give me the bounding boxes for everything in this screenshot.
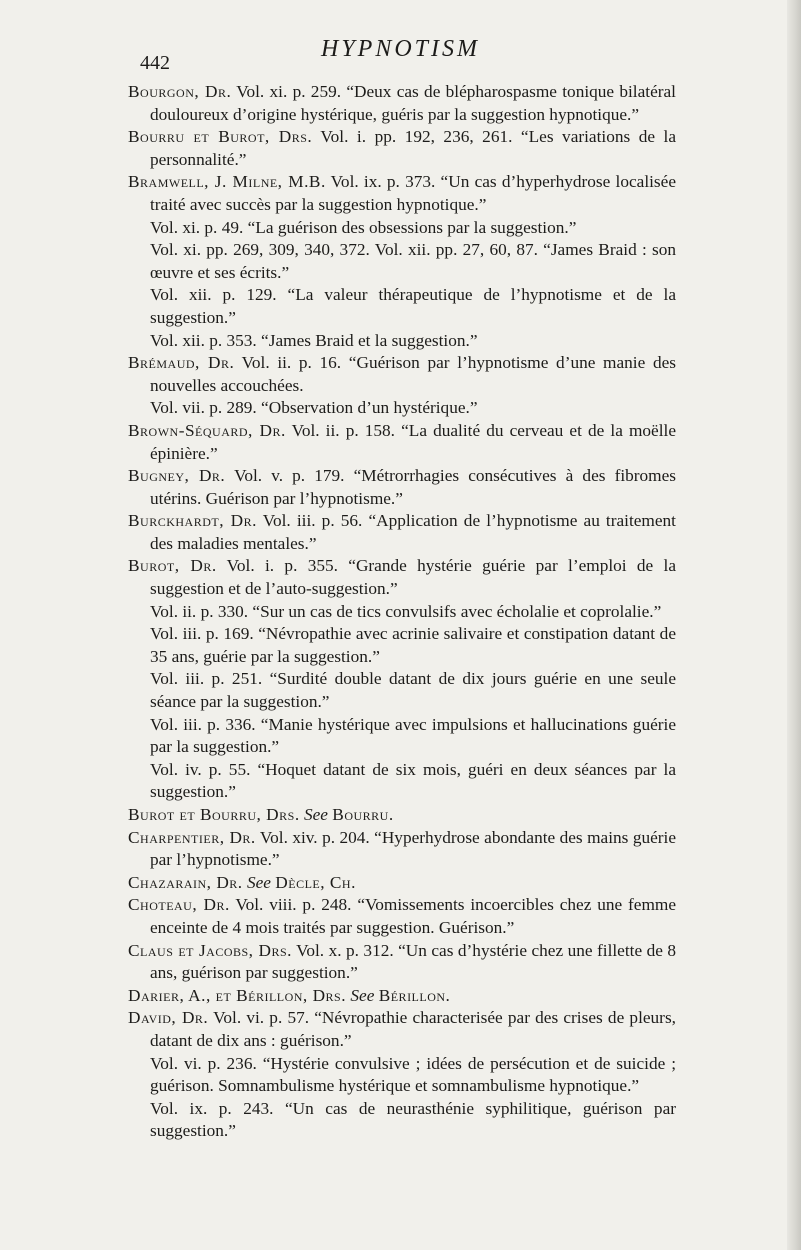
see-reference-target: Dècle, Ch.: [275, 872, 356, 892]
entry-text: Vol. iv. p. 55. “Hoquet datant de six mois, guéri en deux séances par la suggestion.”: [150, 759, 676, 802]
entry-text: Vol. ix. p. 243. “Un cas de neurasthénie syphilitique, guérison par suggestion.”: [150, 1098, 676, 1141]
bibliography-subentry: [128, 239, 676, 284]
entry-author: Charpentier, Dr.: [128, 827, 256, 847]
entry-text: Vol. i. pp. 192, 236, 261. “Les variations de la personnalité.”: [150, 127, 676, 169]
bibliography-subentry: [128, 668, 676, 713]
entry-text: Vol. v. p. 179. “Métrorrhagies consécutives à des fibromes utérins. Guérison par l’hypnotisme.”: [150, 466, 676, 508]
entry-text: Vol. ii. p. 16. “Guérison par l’hypnotisme d’une manie des nouvelles accouchées.: [150, 353, 676, 395]
entry-text: Vol. iii. p. 251. “Surdité double datant de dix jours guérie en une seule séance par la suggestion.”: [150, 669, 676, 712]
page-edge-shadow: [787, 0, 801, 1250]
bibliography-entry: [128, 126, 676, 171]
see-reference-label: See: [303, 805, 328, 824]
bibliography-subentry: [128, 217, 676, 240]
bibliography-subentry: [128, 1053, 676, 1098]
entry-text: Vol. i. p. 355. “Grande hystérie guérie par l’emploi de la suggestion et de l’auto-suggestion.”: [150, 556, 676, 599]
entry-text: Vol. vii. p. 289. “Observation d’un hystérique.”: [150, 398, 478, 418]
bibliography-subentry: [128, 397, 676, 420]
entry-text: Vol. xi. pp. 269, 309, 340, 372. Vol. xii. pp. 27, 60, 87. “James Braid : son œuvre et ses écrits.”: [150, 240, 676, 282]
entry-text: Vol. xiv. p. 204. “Hyperhydrose abondante des mains guérie par l’hypnotisme.”: [150, 827, 676, 870]
bibliography-entry: [128, 352, 676, 397]
see-reference-target: Bérillon.: [378, 985, 451, 1005]
entry-author: Burot et Bourru, Drs.: [128, 805, 300, 824]
entry-text: Vol. xii. p. 353. “James Braid et la suggestion.”: [150, 330, 478, 350]
bibliography-entry: [128, 894, 676, 939]
bibliography-entry: [128, 872, 676, 895]
page-header: [0, 34, 801, 74]
entry-text: Vol. xi. p. 259. “Deux cas de blépharospasme tonique bilatéral douloureux d’origine hystérique, guéris par la suggestion hypnotique.”: [150, 82, 676, 124]
bibliography-entry: [128, 1007, 676, 1052]
bibliography-subentry: [128, 601, 676, 624]
bibliography-entry: [128, 555, 676, 600]
entry-text: Vol. ii. p. 330. “Sur un cas de tics convulsifs avec écholalie et coprolalie.”: [150, 601, 662, 621]
entry-text: Vol. vi. p. 236. “Hystérie convulsive ; idées de persécution et de suicide ; guérison. Somnambulisme hystérique et somnambulisme hypnotique.”: [150, 1053, 676, 1096]
entry-text: Vol. iii. p. 336. “Manie hystérique avec impulsions et hallucinations guérie par la suggestion.”: [150, 714, 676, 757]
bibliography-subentry: [128, 330, 676, 353]
see-reference-target: Bourru.: [332, 805, 394, 824]
entry-author: Chazarain, Dr.: [128, 872, 243, 892]
entry-text: Vol. iii. p. 169. “Névropathie avec acrinie salivaire et constipation datant de 35 ans, guérie par la suggestion.”: [150, 624, 676, 666]
page-number: 442: [140, 52, 170, 74]
entry-text: Vol. viii. p. 248. “Vomissements incoercibles chez une femme enceinte de 4 mois traités par suggestion. Guérison.”: [150, 895, 676, 937]
entry-author: Bugney, Dr.: [128, 466, 226, 486]
entry-text: Vol. ii. p. 158. “La dualité du cerveau et de la moëlle épinière.”: [150, 420, 676, 463]
bibliography-list: [128, 81, 676, 1143]
entry-author: David, Dr.: [128, 1008, 209, 1028]
bibliography-entry: [128, 465, 676, 510]
entry-author: Darier, A., et Bérillon, Drs.: [128, 985, 347, 1005]
see-reference-label: See: [350, 985, 375, 1005]
bibliography-subentry: [128, 1098, 676, 1143]
running-head: HYPNOTISM: [320, 36, 480, 62]
entry-text: Vol. ix. p. 373. “Un cas d’hyperhydrose localisée traité avec succès par la suggestion hypnotique.”: [150, 172, 676, 214]
entry-author: Choteau, Dr.: [128, 895, 230, 915]
bibliography-entry: [128, 81, 676, 126]
entry-text: Vol. x. p. 312. “Un cas d’hystérie chez une fillette de 8 ans, guérison par suggestion.”: [150, 940, 676, 983]
entry-text: Vol. iii. p. 56. “Application de l’hypnotisme au traitement des maladies mentales.”: [150, 511, 676, 553]
bibliography-entry: [128, 985, 676, 1008]
bibliography-entry: [128, 804, 676, 827]
entry-author: Burot, Dr.: [128, 556, 217, 576]
bibliography-entry: [128, 940, 676, 985]
entry-author: Burckhardt, Dr.: [128, 511, 257, 531]
bibliography-subentry: [128, 284, 676, 329]
entry-author: Brown-Séquard, Dr.: [128, 420, 286, 440]
bibliography-subentry: [128, 759, 676, 804]
entry-author: Bourru et Burot, Drs.: [128, 127, 313, 147]
entry-text: Vol. xii. p. 129. “La valeur thérapeutique de l’hypnotisme et de la suggestion.”: [150, 285, 676, 327]
see-reference-label: See: [246, 872, 271, 892]
bibliography-subentry: [128, 623, 676, 668]
entry-text: Vol. vi. p. 57. “Névropathie characterisée par des crises de pleurs, datant de dix ans : guérison.”: [150, 1008, 676, 1050]
entry-author: Claus et Jacobs, Drs.: [128, 940, 292, 960]
entry-author: Bourgon, Dr.: [128, 82, 232, 101]
bibliography-entry: [128, 420, 676, 465]
entry-author: Brémaud, Dr.: [128, 353, 235, 373]
bibliography-entry: [128, 827, 676, 872]
entry-text: Vol. xi. p. 49. “La guérison des obsessions par la suggestion.”: [150, 217, 577, 237]
bibliography-entry: [128, 510, 676, 555]
entry-author: Bramwell, J. Milne, M.B.: [128, 172, 326, 192]
bibliography-subentry: [128, 714, 676, 759]
bibliography-entry: [128, 171, 676, 216]
